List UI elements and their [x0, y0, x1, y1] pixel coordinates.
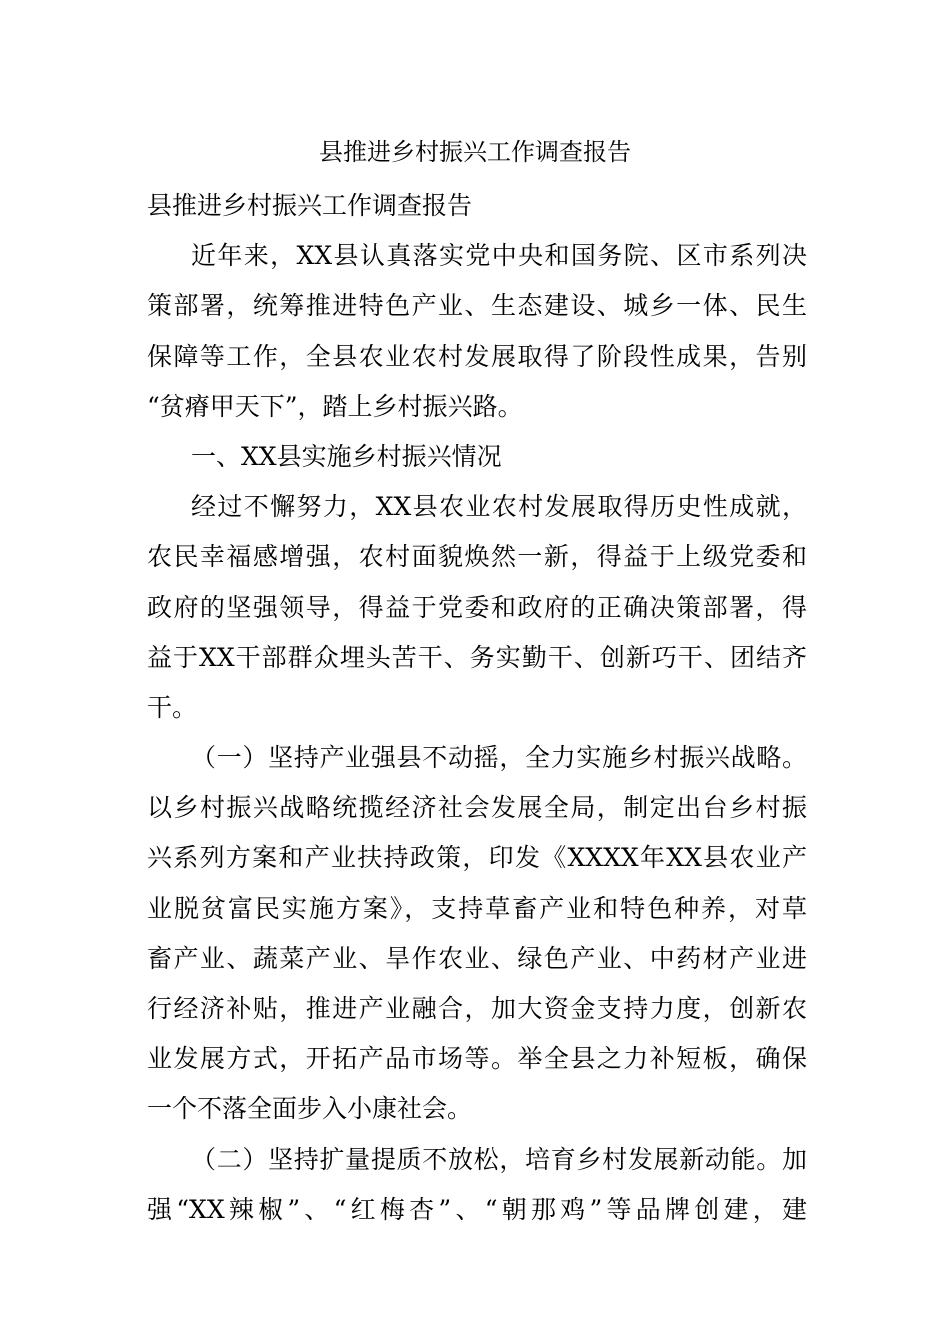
paragraph-line: 业发展方式，开拓产品市场等。举全县之力补短板，确保 [147, 1044, 807, 1074]
paragraph-line: 干。 [147, 692, 198, 722]
document-title: 县推进乡村振兴工作调查报告 [319, 138, 631, 166]
paragraph-line: 农民幸福感增强，农村面貌焕然一新，得益于上级党委和 [147, 542, 807, 572]
paragraph-line: 行经济补贴，推进产业融合，加大资金支持力度，创新农 [147, 994, 807, 1023]
section-heading: 一、XX县实施乡村振兴情况 [191, 441, 502, 471]
paragraph-line: 强“XX辣椒”、“红梅杏”、“朝那鸡”等品牌创建，建 [147, 1194, 807, 1224]
paragraph-line: 益于XX干部群众埋头苦干、务实勤干、创新巧干、团结齐 [147, 642, 807, 672]
paragraph-line: “贫瘠甲天下”，踏上乡村振兴路。 [147, 391, 523, 421]
paragraph-line: 经过不懈努力，XX县农业农村发展取得历史性成就， [191, 492, 807, 522]
paragraph-line: 畜产业、蔬菜产业、旱作农业、绿色产业、中药材产业进 [147, 943, 807, 973]
subtitle-line: 县推进乡村振兴工作调查报告 [147, 191, 473, 220]
paragraph-line: 业脱贫富民实施方案》，支持草畜产业和特色种养，对草 [147, 893, 807, 923]
paragraph-line: 保障等工作，全县农业农村发展取得了阶段性成果，告别 [147, 341, 807, 371]
paragraph-line: 策部署，统筹推进特色产业、生态建设、城乡一体、民生 [147, 291, 807, 321]
paragraph-line: 兴系列方案和产业扶持政策，印发《XXXX年XX县农业产 [147, 843, 807, 873]
paragraph-line: 政府的坚强领导，得益于党委和政府的正确决策部署，得 [147, 592, 807, 622]
subsection-heading: （一）坚持产业强县不动摇，全力实施乡村振兴战略。 [191, 743, 807, 773]
paragraph-line: 近年来，XX县认真落实党中央和国务院、区市系列决 [191, 241, 807, 271]
document-body [147, 181, 807, 1235]
subsection-heading: （二）坚持扩量提质不放松，培育乡村发展新动能。加 [191, 1144, 807, 1174]
paragraph-line: 以乡村振兴战略统揽经济社会发展全局，制定出台乡村振 [147, 793, 807, 823]
paragraph-line: 一个不落全面步入小康社会。 [147, 1094, 473, 1124]
